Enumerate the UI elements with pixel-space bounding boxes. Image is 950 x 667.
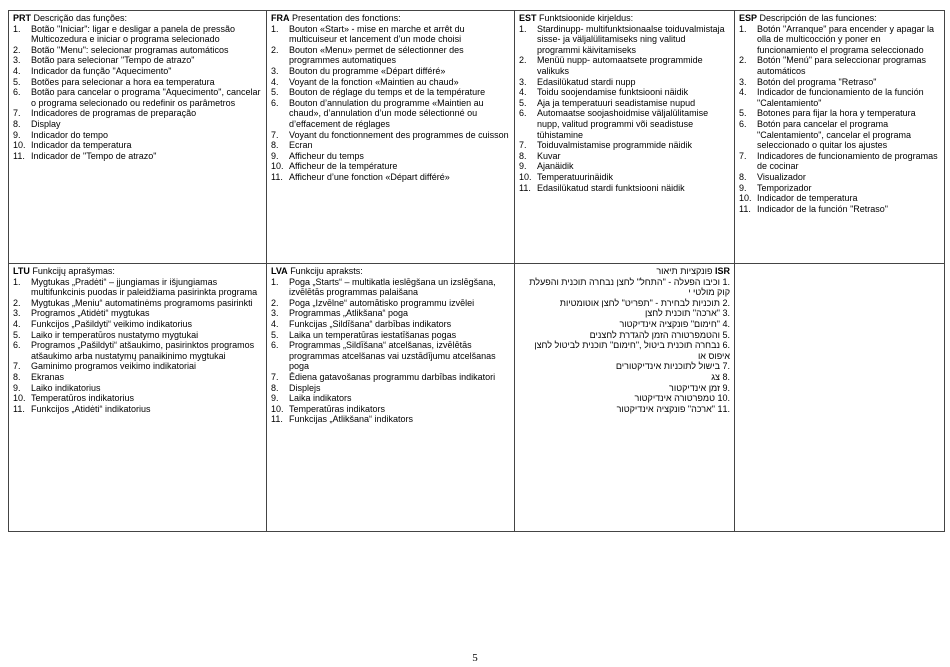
- item-number: 10.: [519, 171, 532, 182]
- function-list-item: [13, 66, 262, 77]
- function-list-item: [13, 340, 262, 361]
- function-list-item: [519, 172, 730, 183]
- function-list-item: [13, 383, 262, 394]
- item-text: וכיבו הפעלה - "התחל" לחצן נבחרה תוכנית והפעלת קוק מולטי י: [529, 276, 730, 298]
- function-list-item: [739, 204, 940, 215]
- item-number: 1.: [13, 23, 21, 34]
- function-list-item: [271, 151, 510, 162]
- item-number: 8.: [271, 382, 279, 393]
- function-list-item: [271, 130, 510, 141]
- item-text: Bouton «Menu» permet de sélectionner des programmes automatiques: [289, 44, 464, 66]
- function-list-item: [13, 330, 262, 341]
- item-text: זמן אינדיקטור: [669, 382, 720, 393]
- function-list-item: [739, 77, 940, 88]
- item-number: 2.: [13, 297, 21, 308]
- function-list-item: [519, 277, 730, 298]
- function-list-item: [13, 45, 262, 56]
- item-text: Funkcijas „Sildīšana“ darbības indikators: [289, 318, 452, 329]
- section-lva: [267, 264, 515, 532]
- function-list-item: [519, 55, 730, 76]
- item-number: 9.: [13, 129, 21, 140]
- item-text: Kuvar: [537, 150, 561, 161]
- item-text: Visualizador: [757, 171, 806, 182]
- item-number: 7.: [519, 140, 527, 151]
- empty-cell: [735, 264, 945, 532]
- function-list-item: [271, 77, 510, 88]
- item-text: Funkcijos „Pašildyti“ veikimo indikatorius: [31, 318, 193, 329]
- function-list-item: [13, 372, 262, 383]
- item-number: 5.: [13, 76, 21, 87]
- item-number: 8.: [271, 140, 279, 151]
- item-text: Afficheur d’une fonction «Départ différé»: [289, 171, 450, 182]
- item-text: Ajanäidik: [537, 161, 574, 172]
- item-number: 3.: [519, 76, 527, 87]
- item-number: 1.: [271, 276, 279, 287]
- item-text: Temperatūras indikators: [289, 403, 386, 414]
- language-code: PRT: [13, 13, 31, 23]
- section-title: פונקציות תיאור: [656, 266, 713, 276]
- function-list-item: [519, 108, 730, 140]
- function-list-item: [271, 66, 510, 77]
- item-text: Bouton «Start» - mise en marche et arrêt du multicuiseur et lancement d’un mode choisi: [289, 23, 465, 45]
- function-list-item: [519, 372, 730, 383]
- item-number: 7.: [271, 371, 279, 382]
- item-text: Indicador da função "Aquecimento": [31, 65, 172, 76]
- item-text: Bouton d’annulation du programme «Maintien au chaud», d’annulation d’un mode sélectionné ou d’effacement de réglages: [289, 97, 484, 129]
- function-list-item: [13, 108, 262, 119]
- item-text: Botões para selecionar a hora ea temperatura: [31, 76, 215, 87]
- item-number: 3.: [271, 65, 279, 76]
- language-code: ISR: [714, 266, 730, 276]
- function-list-item: [519, 308, 730, 319]
- function-list-item: [519, 140, 730, 151]
- item-number: .11: [717, 403, 730, 414]
- function-list: [13, 277, 262, 415]
- item-text: נבחרה תוכנית ביטול ,"חימום" תוכנית לביטול לחצן איפוס או: [534, 340, 730, 361]
- language-code: FRA: [271, 13, 290, 23]
- item-text: Botón para cancelar el programa "Calentamiento", cancelar el programa seleccionado o quitar los ajustes: [757, 118, 911, 151]
- item-number: 7.: [13, 108, 21, 119]
- item-text: Poga „Starts“ – multikatla ieslēgšana un izslēgšana, izvēlētās programmas palaišana: [289, 276, 496, 298]
- function-list-item: [519, 298, 730, 309]
- section-title: Funktsioonide kirjeldus:: [539, 13, 634, 23]
- item-number: 4.: [271, 76, 279, 87]
- function-list: [13, 24, 262, 162]
- function-list-item: [271, 45, 510, 66]
- item-number: 1.: [739, 23, 747, 34]
- item-number: 8.: [13, 371, 21, 382]
- item-number: 5.: [519, 97, 527, 108]
- item-number: 4.: [519, 87, 527, 98]
- item-number: 6.: [271, 340, 279, 351]
- item-text: Display: [31, 118, 61, 129]
- item-number: .7: [722, 361, 730, 372]
- item-text: Botão "Iniciar": ligar e desligar a panela de pressão Multicozedura e iniciar o programa selecionado: [31, 23, 236, 45]
- item-number: 6.: [13, 87, 21, 98]
- item-number: 4.: [739, 87, 747, 98]
- section-title: Funkcijų aprašymas:: [32, 266, 115, 276]
- function-list: [739, 24, 940, 215]
- function-list-item: [519, 340, 730, 361]
- item-number: 6.: [13, 340, 21, 351]
- section-header: [739, 13, 940, 24]
- item-number: 9.: [13, 382, 21, 393]
- item-text: Funkcijas „Atlikšana“ indikators: [289, 414, 414, 425]
- function-list-item: [519, 404, 730, 415]
- item-number: .8: [722, 371, 730, 382]
- function-list-item: [739, 87, 940, 108]
- function-list-item: [271, 172, 510, 183]
- function-list-item: [271, 414, 510, 425]
- function-list-item: [271, 161, 510, 172]
- item-number: 11.: [271, 171, 283, 182]
- section-title: Descrição das funções:: [33, 13, 128, 23]
- item-text: Laika un temperatūras iestatīšanas pogas: [289, 329, 457, 340]
- section-isr: [515, 264, 735, 532]
- language-code: EST: [519, 13, 537, 23]
- function-list-item: [519, 24, 730, 56]
- function-list-item: [519, 87, 730, 98]
- item-text: צג: [711, 371, 720, 382]
- item-text: Bouton de réglage du temps et de la température: [289, 87, 486, 98]
- item-text: Mygtukas „Pradėti“ – įjungiamas ir išjungiamas multifunkcinis puodas ir paleidžiama pasirinkta programa: [31, 276, 258, 298]
- function-list-item: [13, 77, 262, 88]
- section-title: Funkciju apraksts:: [290, 266, 363, 276]
- function-list-item: [13, 24, 262, 45]
- item-text: Laika indikators: [289, 393, 352, 404]
- function-list-item: [13, 277, 262, 298]
- item-number: .5: [722, 329, 730, 340]
- item-number: 4.: [271, 318, 279, 329]
- item-number: 8.: [739, 171, 747, 182]
- function-list-item: [519, 183, 730, 194]
- item-text: Automaatse soojashoidmise väljalülitamise nupp, valitud programmi või seadistuse tühistamine: [537, 108, 709, 140]
- function-list-item: [13, 119, 262, 130]
- item-text: Ēdiena gatavošanas programmu darbības indikatori: [289, 371, 496, 382]
- item-number: 10.: [271, 403, 284, 414]
- item-number: 2.: [739, 55, 747, 66]
- item-text: "חימום" פונקציה אינדיקטור: [619, 318, 720, 329]
- item-text: Temporizador: [757, 182, 812, 193]
- item-number: 4.: [13, 318, 21, 329]
- function-list-item: [271, 372, 510, 383]
- language-code: ESP: [739, 13, 758, 23]
- language-code: LVA: [271, 266, 288, 276]
- function-list-item: [13, 308, 262, 319]
- function-list: [271, 277, 510, 425]
- item-number: 10.: [739, 193, 752, 204]
- item-number: 1.: [519, 23, 527, 34]
- item-text: Ekranas: [31, 371, 65, 382]
- section-est: [515, 11, 735, 264]
- function-list-item: [13, 55, 262, 66]
- section-title: Presentation des fonctions:: [292, 13, 401, 23]
- item-number: 6.: [519, 108, 527, 119]
- function-list-item: [271, 298, 510, 309]
- item-number: .9: [722, 382, 730, 393]
- item-text: Displejs: [289, 382, 321, 393]
- item-number: 7.: [739, 150, 747, 161]
- item-number: 5.: [739, 108, 747, 119]
- function-list-item: [519, 77, 730, 88]
- section-header: [519, 266, 730, 277]
- section-header: [13, 266, 262, 277]
- item-number: 8.: [519, 150, 527, 161]
- item-text: Indicadores de funcionamiento de programas de cocinar: [757, 150, 938, 172]
- function-list-item: [13, 151, 262, 162]
- section-header: [271, 266, 510, 277]
- item-text: Laiko indikatorius: [31, 382, 101, 393]
- item-text: Funkcijos „Atidėti“ indikatorius: [31, 403, 151, 414]
- function-list-item: [519, 361, 730, 372]
- item-number: 11.: [13, 403, 25, 414]
- function-list-item: [271, 277, 510, 298]
- item-text: Edasilükatud stardi nupp: [537, 76, 636, 87]
- section-header: [13, 13, 262, 24]
- function-list-item: [519, 330, 730, 341]
- function-list-item: [13, 361, 262, 372]
- item-text: Aja ja temperatuuri seadistamise nupud: [537, 97, 696, 108]
- item-text: טמפרטורה אינדיקטור: [634, 393, 715, 404]
- function-list-item: [13, 298, 262, 309]
- section-title: Descripción de las funciones:: [759, 13, 877, 23]
- item-number: 3.: [13, 308, 21, 319]
- item-text: Toiduvalmistamise programmide näidik: [537, 140, 693, 151]
- section-esp: [735, 11, 945, 264]
- item-text: Laiko ir temperatūros nustatymo mygtukai: [31, 329, 199, 340]
- item-text: בישול לתוכניות אינדיקטורים: [615, 361, 720, 372]
- item-number: 9.: [519, 161, 527, 172]
- item-number: 9.: [271, 150, 279, 161]
- item-text: Indicadores de programas de preparação: [31, 108, 197, 119]
- item-text: Menüü nupp- automaatsete programmide valikuks: [537, 55, 703, 76]
- function-list: [519, 277, 730, 415]
- item-text: Botón "Arranque" para encender y apagar la olla de multicocción y poner en funcionamiento el programa seleccionado: [757, 23, 935, 55]
- function-list-item: [519, 151, 730, 162]
- item-number: 11.: [739, 203, 751, 214]
- function-list: [271, 24, 510, 183]
- function-list-item: [271, 383, 510, 394]
- item-number: 9.: [271, 393, 279, 404]
- function-list-item: [271, 393, 510, 404]
- function-list-item: [13, 319, 262, 330]
- item-text: Indicador de "Tempo de atrazo": [31, 150, 157, 161]
- item-text: Toidu soojendamise funktsiooni näidik: [537, 87, 689, 98]
- item-text: Voyant du fonctionnement des programmes de cuisson: [289, 129, 509, 140]
- function-list-item: [739, 24, 940, 56]
- function-list-item: [739, 183, 940, 194]
- item-number: 8.: [13, 118, 21, 129]
- section-prt: [9, 11, 267, 264]
- item-text: Indicador de la función "Retraso": [757, 203, 888, 214]
- item-number: 2.: [519, 55, 527, 66]
- item-number: .6: [722, 340, 730, 351]
- item-number: 6.: [271, 97, 279, 108]
- item-number: 11.: [271, 414, 283, 425]
- item-text: Indicador de funcionamiento de la función "Calentamiento": [757, 87, 924, 108]
- function-list-item: [271, 319, 510, 330]
- item-text: Botón "Menú" para seleccionar programas automáticos: [757, 55, 926, 76]
- item-number: 3.: [271, 308, 279, 319]
- function-list-item: [271, 98, 510, 130]
- item-text: Mygtukas „Meniu“ automatinėms programoms pasirinkti: [31, 297, 253, 308]
- function-list-item: [271, 340, 510, 372]
- item-number: 1.: [13, 276, 21, 287]
- item-number: 3.: [739, 76, 747, 87]
- item-text: והטמפרטורה הזמן להגדרת לחצנים: [589, 329, 720, 340]
- item-text: Programmas „Sildīšana“ atcelšanas, izvēlētās programmas atcelšanas vai uzstādījumu atcelšanas poga: [289, 340, 496, 372]
- item-text: תוכניות לבחירת - "תפריט" לחצן אוטומטיות: [559, 297, 720, 308]
- item-text: Poga „Izvēlne“ automātisko programmu izvēlei: [289, 297, 475, 308]
- item-text: Temperatūros indikatorius: [31, 393, 135, 404]
- function-description-table: [8, 10, 945, 532]
- item-text: Voyant de la fonction «Maintien au chaud»: [289, 76, 459, 87]
- item-number: 5.: [271, 87, 279, 98]
- item-number: 7.: [271, 129, 279, 140]
- item-number: 3.: [13, 55, 21, 66]
- item-number: .4: [722, 318, 730, 329]
- item-number: 2.: [13, 44, 21, 55]
- item-text: Ecran: [289, 140, 313, 151]
- function-list-item: [13, 140, 262, 151]
- item-number: .2: [722, 297, 730, 308]
- section-fra: [267, 11, 515, 264]
- item-number: 10.: [271, 161, 284, 172]
- item-text: Botones para fijar la hora y temperatura: [757, 108, 916, 119]
- item-number: 2.: [271, 297, 279, 308]
- function-list: [519, 24, 730, 194]
- item-number: 9.: [739, 182, 747, 193]
- item-number: 5.: [13, 329, 21, 340]
- function-list-item: [13, 393, 262, 404]
- item-text: "ארכה" פונקציה אינדיקטור: [616, 403, 715, 414]
- function-list-item: [519, 393, 730, 404]
- function-list-item: [739, 172, 940, 183]
- function-list-item: [271, 404, 510, 415]
- section-header: [271, 13, 510, 24]
- function-list-item: [519, 161, 730, 172]
- function-list-item: [13, 404, 262, 415]
- item-text: Indicador da temperatura: [31, 140, 132, 151]
- function-list-item: [519, 98, 730, 109]
- item-text: Programos „Pašildyti“ atšaukimo, pasirinktos programos atšaukimo arba nustatymų panaikinimo mygtukai: [31, 340, 255, 361]
- item-number: 10.: [13, 140, 26, 151]
- item-text: Stardinupp- multifunktsionaalse toiduvalmistaja sisse- ja väljalülitamiseks ning valitud programmi käivitamiseks: [537, 23, 725, 55]
- language-code: LTU: [13, 266, 30, 276]
- item-text: Programmas „Atlikšana“ poga: [289, 308, 409, 319]
- item-number: 4.: [13, 65, 21, 76]
- function-list-item: [519, 383, 730, 394]
- section-header: [519, 13, 730, 24]
- section-ltu: [9, 264, 267, 532]
- function-list-item: [271, 87, 510, 98]
- item-number: .3: [722, 308, 730, 319]
- item-text: Edasilükatud stardi funktsiooni näidik: [537, 182, 685, 193]
- item-text: Temperatuurinäidik: [537, 171, 614, 182]
- function-list-item: [13, 87, 262, 108]
- item-text: Programos „Atidėti“ mygtukas: [31, 308, 150, 319]
- function-list-item: [739, 55, 940, 76]
- item-text: Indicador do tempo: [31, 129, 109, 140]
- item-number: 7.: [13, 361, 21, 372]
- function-list-item: [739, 151, 940, 172]
- item-text: Botão para selecionar "Tempo de atrazo": [31, 55, 195, 66]
- item-number: 10.: [13, 393, 26, 404]
- item-number: .1: [722, 276, 730, 287]
- function-list-item: [739, 119, 940, 151]
- function-list-item: [739, 193, 940, 204]
- item-text: "ארכה" תוכנית לחצן: [645, 308, 720, 319]
- function-list-item: [271, 308, 510, 319]
- item-number: 11.: [13, 150, 25, 161]
- item-text: Botão "Menu": selecionar programas automáticos: [31, 44, 229, 55]
- function-list-item: [271, 24, 510, 45]
- function-list-item: [13, 130, 262, 141]
- item-text: Afficheur de la température: [289, 161, 398, 172]
- page-number: 5: [472, 652, 478, 664]
- item-number: 1.: [271, 23, 279, 34]
- function-list-item: [739, 108, 940, 119]
- item-number: 6.: [739, 118, 747, 129]
- item-text: Botón del programa "Retraso": [757, 76, 877, 87]
- item-text: Botão para cancelar o programa "Aquecimento", cancelar o programa selecionado ou redefinir os parâmetros: [31, 87, 261, 108]
- item-number: .10: [717, 393, 730, 404]
- item-number: 11.: [519, 182, 531, 193]
- item-text: Afficheur du temps: [289, 150, 364, 161]
- item-text: Bouton du programme «Départ différé»: [289, 65, 446, 76]
- item-number: 2.: [271, 44, 279, 55]
- function-list-item: [271, 140, 510, 151]
- item-text: Indicador de temperatura: [757, 193, 858, 204]
- item-number: 5.: [271, 329, 279, 340]
- item-text: Gaminimo programos veikimo indikatoriai: [31, 361, 197, 372]
- function-list-item: [519, 319, 730, 330]
- function-list-item: [271, 330, 510, 341]
